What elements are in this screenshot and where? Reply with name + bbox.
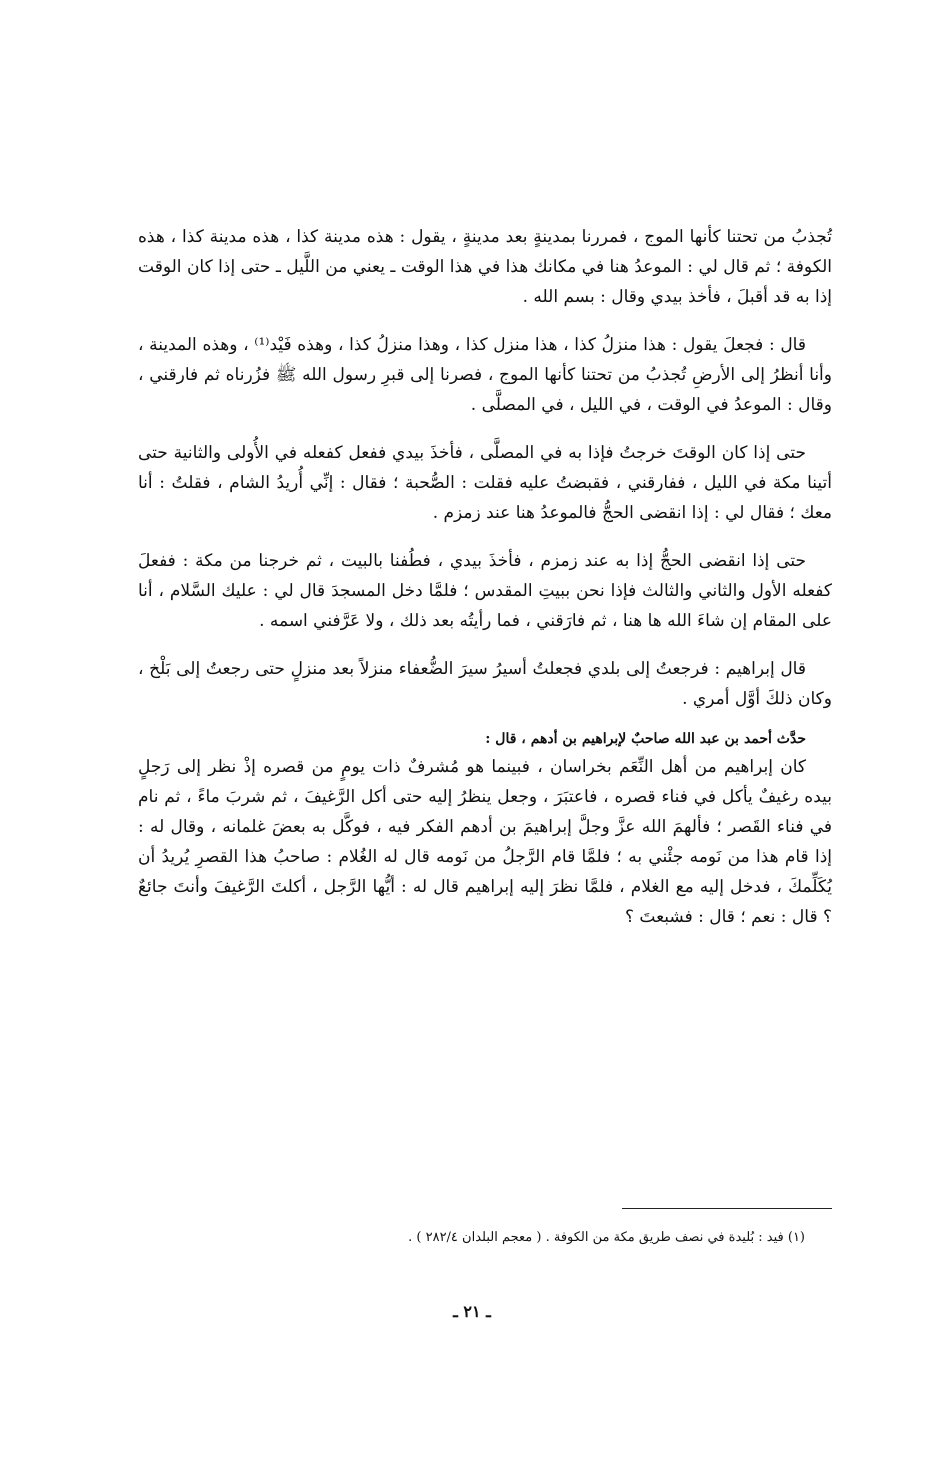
paragraph-5: قال إبراهيم : فرجعتُ إلى بلدي فجعلتُ أسيرُ سيرَ الضُّعفاء منزلاً بعد منزلٍ حتى رجعتُ إلى بَلْخ ، وكان ذلكَ أوَّل أمري . bbox=[138, 659, 832, 709]
footnote: (١) فيد : بُليدة في نصف طريق مكة من الكوفة . ( معجم البلدان ٢٨٢/٤ ) . bbox=[408, 1230, 805, 1245]
paragraph-3: حتى إذا كان الوقتَ خرجتُ فإذا به في المصلَّى ، فأخذَ بيدي ففعل كفعله في الأُولى والثانية حتى أتينا مكة في الليل ، ففارقني ، فقبضتُ عليه فقلت : الصُّحبة ؛ فقال : إنِّي أُريدُ الشام ، فقلتُ : أنا معك ؛ فقال لي : إذا انقضى الحجُّ فالموعدُ هنا عند زمزم . bbox=[138, 443, 832, 523]
footnote-separator bbox=[622, 1208, 832, 1209]
paragraph-6: كان إبراهيم من أهل النِّعَم بخراسان ، فبينما هو مُشرفٌ ذات يومٍ من قصره إذْ نظر إلى رَجلٍ بيده رغيفٌ يأكل في فناء قصره ، فاعتبَرَ ، وجعل ينظرُ إليه حتى أكل الرَّغيفَ ، ثم شربَ ماءً ، ثم نام في فناء القَصر ؛ فألهمَ الله عزَّ وجلَّ إبراهيمَ بن أدهم الفكر فيه ، فوكَّل به بعضَ غلمانه ، وقال له : إذا قام هذا من نَومه جئْني به ؛ فلمَّا قام الرَّجلُ من نَومه قال له الغُلام : صاحبُ هذا القصرِ يُريدُ أن يُكَلِّمكَ ، فدخل إليه مع الغلام ، فلمَّا نظرَ إليه إبراهيم قال له : أيُّها الرَّجل ، أكلتَ الرَّغيفَ وأنتَ جائعٌ ؟ قال : نعم ؛ قال : فشبعتَ ؟ bbox=[138, 757, 832, 927]
paragraph-4: حتى إذا انقضى الحجُّ إذا به عند زمزم ، فأخذَ بيدي ، فطُفنا بالبيت ، ثم خرجنا من مكة : ففعلَ كفعله الأول والثاني والثالث فإذا نحن ببيتِ المقدس ؛ فلمَّا دخل المسجدَ قال لي : عليك السَّلام ، أنا على المقام إن شاءَ الله ها هنا ، ثم فارَقني ، فما رأيتُه بعد ذلك ، ولا عَرَّفني اسمه . bbox=[138, 551, 832, 631]
section-heading: حدَّث أحمد بن عبد الله صاحبٌ لإبراهيم بن أدهم ، قال : bbox=[485, 731, 806, 747]
paragraph-2: قال : فجعلَ يقول : هذا منزلُ كذا ، هذا منزل كذا ، وهذا منزلُ كذا ، وهذه فَيْد⁽¹⁾ ، وهذه المدينة ، وأنا أنظرُ إلى الأرضِ تُجذبُ من تحتنا كأنها الموج ، فصرنا إلى قبرِ رسول الله ﷺ فزُرناه ثم فارقني ، وقال : الموعدُ في الوقت ، في الليل ، في المصلَّى . bbox=[138, 335, 832, 415]
main-text-block bbox=[138, 222, 832, 932]
page-number: ـ ٢١ ـ bbox=[453, 1302, 491, 1321]
paragraph-1: تُجذبُ من تحتنا كأنها الموج ، فمررنا بمدينةٍ بعد مدينةٍ ، يقول : هذه مدينة كذا ، هذه مدينة كذا ، هذه الكوفة ؛ ثم قال لي : الموعدُ هنا في مكانك هذا في هذا الوقت ـ يعني من اللَّيل ـ حتى إذا كان الوقت إذا به قد أقبلَ ، فأخذ بيدي وقال : بسم الله . bbox=[138, 227, 832, 307]
